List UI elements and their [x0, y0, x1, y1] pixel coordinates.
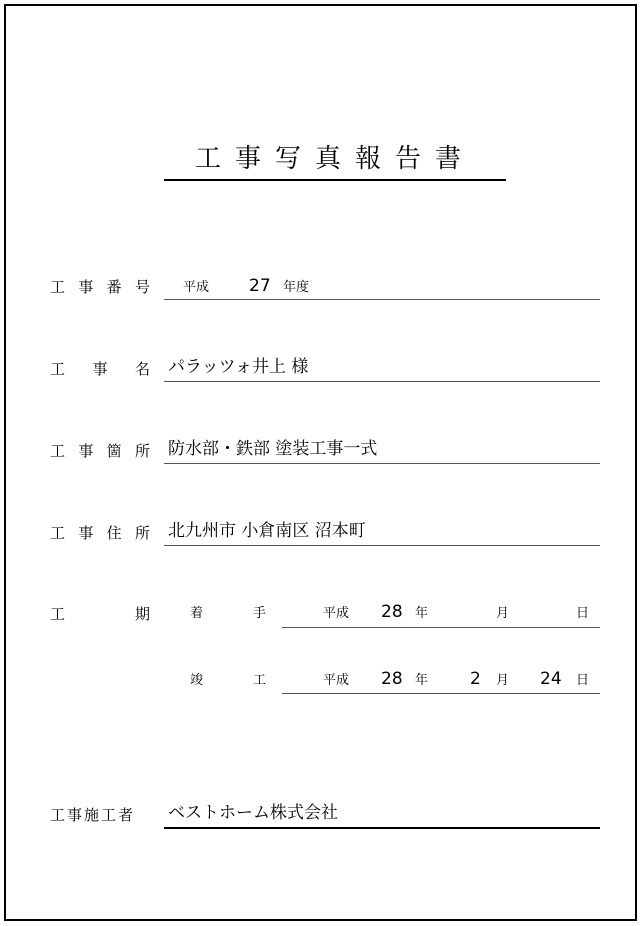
- number-suffix: 年度: [283, 280, 310, 295]
- label-char: 番: [106, 278, 122, 296]
- label-char: 所: [134, 524, 150, 542]
- name-underline: [164, 381, 600, 382]
- label-char: 工: [50, 360, 66, 378]
- start-era: 平成: [323, 606, 350, 621]
- label-char: 所: [134, 442, 150, 460]
- label-char: 事: [92, 360, 108, 378]
- contractor-value: ベストホーム株式会社: [168, 803, 338, 823]
- start-underline: [282, 627, 600, 628]
- end-year: 28: [381, 669, 403, 689]
- label-char: 工: [50, 605, 66, 623]
- end-year-unit: 年: [415, 673, 429, 688]
- end-day-unit: 日: [576, 673, 590, 688]
- contractor-underline: [164, 827, 600, 829]
- start-label: [190, 605, 266, 623]
- end-underline: [282, 693, 600, 694]
- label-char: 工: [50, 524, 66, 542]
- location-underline: [164, 463, 600, 464]
- end-day: 24: [540, 669, 562, 689]
- field-label-location: [50, 441, 150, 461]
- label-char: 箇: [106, 442, 122, 460]
- start-year-unit: 年: [415, 606, 429, 621]
- label-char: 工: [50, 442, 66, 460]
- address-value: 北九州市 小倉南区 沼本町: [168, 521, 366, 541]
- title-underline: [164, 179, 506, 181]
- field-label-name: [50, 359, 150, 379]
- label-char: 手: [252, 606, 266, 621]
- field-label-contractor: 工事施工者: [50, 806, 136, 824]
- number-year: 27: [249, 276, 271, 296]
- field-label-address: [50, 523, 150, 543]
- label-char: 竣: [190, 673, 204, 688]
- label-char: 工: [50, 278, 66, 296]
- number-underline: [164, 299, 600, 300]
- label-char: 事: [78, 524, 94, 542]
- field-label-period: [50, 604, 150, 624]
- label-char: 着: [190, 606, 204, 621]
- start-day-unit: 日: [576, 606, 590, 621]
- label-char: 事: [78, 278, 94, 296]
- start-year: 28: [381, 602, 403, 622]
- start-month-unit: 月: [496, 606, 510, 621]
- end-month: 2: [470, 669, 481, 689]
- field-label-number: [50, 277, 150, 297]
- label-char: 住: [106, 524, 122, 542]
- address-underline: [164, 545, 600, 546]
- label-char: 号: [134, 278, 150, 296]
- label-char: 事: [78, 442, 94, 460]
- end-month-unit: 月: [496, 673, 510, 688]
- number-era: 平成: [183, 280, 210, 295]
- label-char: 工: [252, 673, 266, 688]
- project-name-value: パラッツォ井上 様: [168, 357, 309, 377]
- end-era: 平成: [323, 673, 350, 688]
- document-title: 工事写真報告書: [194, 144, 475, 174]
- location-value: 防水部・鉄部 塗装工事一式: [168, 439, 378, 459]
- end-label: [190, 672, 266, 690]
- label-char: 期: [134, 605, 150, 623]
- label-char: 名: [134, 360, 150, 378]
